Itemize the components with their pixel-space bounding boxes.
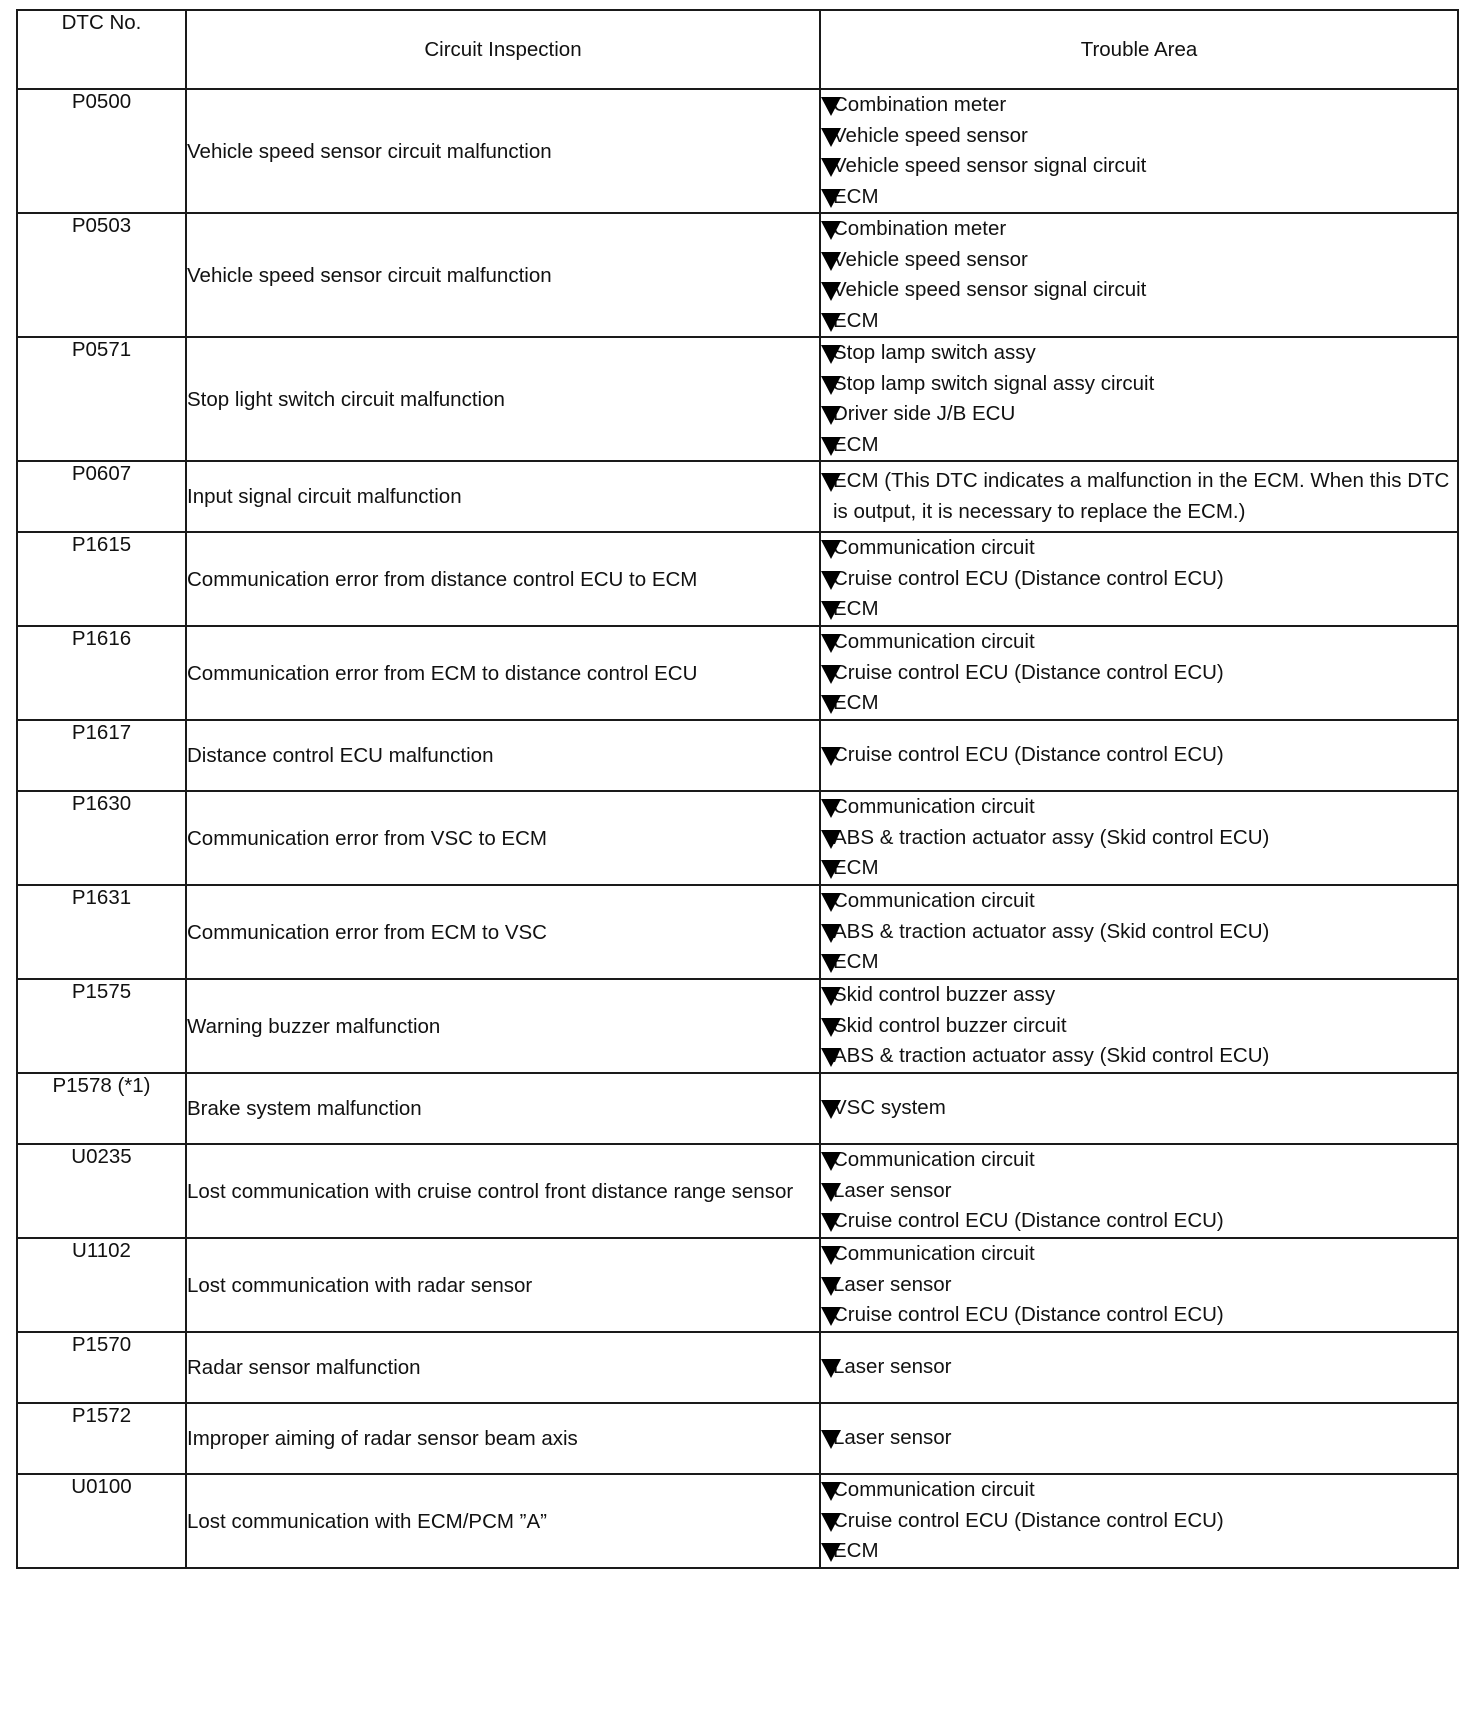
dtc-code: P0607 [17, 461, 186, 532]
trouble-area-text: ECM (This DTC indicates a malfunction in the ECM. When this DTC is output, it is necessary to replace the ECM.) [833, 469, 1450, 523]
trouble-area-text: Laser sensor [833, 1272, 952, 1296]
trouble-area [820, 532, 1458, 626]
circuit-inspection: Input signal circuit malfunction [186, 461, 820, 532]
down-triangle-icon [821, 665, 841, 684]
down-triangle-icon [821, 1018, 841, 1037]
dtc-code: P1575 [17, 979, 186, 1073]
table-body [17, 89, 1458, 1568]
trouble-area [820, 720, 1458, 791]
trouble-area [820, 1144, 1458, 1238]
trouble-area-text: Vehicle speed sensor signal circuit [833, 278, 1147, 301]
circuit-inspection: Communication error from ECM to VSC [186, 885, 820, 979]
table-row [17, 979, 1458, 1073]
table-row [17, 791, 1458, 885]
table-row [17, 1474, 1458, 1568]
trouble-area-text: Stop lamp switch signal assy circuit [833, 371, 1155, 395]
circuit-inspection: Radar sensor malfunction [186, 1332, 820, 1403]
trouble-area-text: Stop lamp switch assy [833, 341, 1036, 364]
trouble-area-item [821, 533, 1457, 564]
trouble-area-item [821, 399, 1457, 430]
trouble-area-item [821, 823, 1457, 854]
trouble-area-item [821, 90, 1457, 121]
down-triangle-icon [821, 1100, 841, 1119]
trouble-area-text: ECM [833, 432, 879, 456]
trouble-area [820, 979, 1458, 1073]
table-row [17, 1073, 1458, 1144]
circuit-inspection: Improper aiming of radar sensor beam axis [186, 1403, 820, 1474]
down-triangle-icon [821, 860, 841, 879]
down-triangle-icon [821, 695, 841, 714]
trouble-area-item [821, 1011, 1457, 1042]
trouble-area-item [821, 1536, 1457, 1567]
trouble-area [820, 1332, 1458, 1403]
trouble-area-text: ECM [833, 1539, 879, 1563]
trouble-area-text: Communication circuit [833, 889, 1035, 913]
dtc-table [16, 9, 1459, 1569]
trouble-area-item [821, 853, 1457, 884]
trouble-area-item [821, 182, 1457, 213]
trouble-area [820, 213, 1458, 337]
header-circuit-inspection: Circuit Inspection [186, 10, 820, 89]
trouble-area-text: Vehicle speed sensor [833, 123, 1028, 147]
dtc-code: P0571 [17, 337, 186, 461]
down-triangle-icon [821, 1152, 841, 1171]
trouble-area-text: Vehicle speed sensor signal circuit [833, 154, 1147, 177]
table-row [17, 626, 1458, 720]
trouble-area-text: Communication circuit [833, 536, 1035, 560]
trouble-area-item [821, 466, 1457, 527]
table-row [17, 532, 1458, 626]
down-triangle-icon [821, 1213, 841, 1232]
trouble-area-item [821, 740, 1457, 771]
circuit-inspection: Vehicle speed sensor circuit malfunction [186, 213, 820, 337]
trouble-area [820, 885, 1458, 979]
trouble-area-item [821, 627, 1457, 658]
trouble-area-text: ABS & traction actuator assy (Skid control ECU) [833, 919, 1270, 943]
trouble-area [820, 337, 1458, 461]
trouble-area-text: Combination meter [833, 217, 1007, 240]
trouble-area-item [821, 594, 1457, 625]
down-triangle-icon [821, 1359, 841, 1378]
down-triangle-icon [821, 1543, 841, 1562]
down-triangle-icon [821, 313, 841, 332]
circuit-inspection: Distance control ECU malfunction [186, 720, 820, 791]
trouble-area-text: ABS & traction actuator assy (Skid control ECU) [833, 825, 1270, 849]
down-triangle-icon [821, 1430, 841, 1449]
down-triangle-icon [821, 747, 841, 766]
trouble-area-text: Communication circuit [833, 630, 1035, 654]
down-triangle-icon [821, 1307, 841, 1326]
circuit-inspection: Lost communication with cruise control front distance range sensor [186, 1144, 820, 1238]
trouble-area [820, 1073, 1458, 1144]
trouble-area-item [821, 792, 1457, 823]
down-triangle-icon [821, 282, 841, 301]
trouble-area-item [821, 1506, 1457, 1537]
trouble-area-text: Cruise control ECU (Distance control ECU) [833, 660, 1224, 684]
trouble-area-item [821, 214, 1457, 245]
down-triangle-icon [821, 189, 841, 208]
table-row [17, 337, 1458, 461]
trouble-area [820, 1474, 1458, 1568]
trouble-area-text: ECM [833, 597, 879, 621]
trouble-area-text: Communication circuit [833, 1478, 1035, 1502]
trouble-area-item [821, 151, 1457, 182]
circuit-inspection: Communication error from VSC to ECM [186, 791, 820, 885]
trouble-area-item [821, 1041, 1457, 1072]
down-triangle-icon [821, 987, 841, 1006]
down-triangle-icon [821, 345, 841, 364]
trouble-area-text: Communication circuit [833, 795, 1035, 819]
trouble-area-item [821, 1475, 1457, 1506]
trouble-area-text: VSC system [833, 1096, 946, 1120]
trouble-area-text: ECM [833, 950, 879, 974]
trouble-area [820, 89, 1458, 213]
trouble-area-text: Driver side J/B ECU [833, 402, 1016, 425]
down-triangle-icon [821, 893, 841, 912]
circuit-inspection: Communication error from distance control ECU to ECM [186, 532, 820, 626]
trouble-area-item [821, 369, 1457, 400]
table-row [17, 1238, 1458, 1332]
circuit-inspection: Stop light switch circuit malfunction [186, 337, 820, 461]
dtc-code: P0500 [17, 89, 186, 213]
trouble-area-text: Cruise control ECU (Distance control ECU) [833, 1508, 1224, 1532]
trouble-area [820, 626, 1458, 720]
trouble-area-text: Laser sensor [833, 1355, 952, 1379]
trouble-area-item [821, 886, 1457, 917]
trouble-area-item [821, 245, 1457, 276]
trouble-area-text: Skid control buzzer assy [833, 983, 1056, 1007]
dtc-code: P0503 [17, 213, 186, 337]
trouble-area-item [821, 306, 1457, 337]
dtc-code: P1617 [17, 720, 186, 791]
trouble-area-text: Cruise control ECU (Distance control ECU) [833, 566, 1224, 590]
trouble-area-item [821, 121, 1457, 152]
header-dtc-no: DTC No. [17, 10, 186, 89]
trouble-area-item [821, 1145, 1457, 1176]
table-row [17, 89, 1458, 213]
dtc-code: P1615 [17, 532, 186, 626]
down-triangle-icon [821, 1048, 841, 1067]
trouble-area-text: Vehicle speed sensor [833, 247, 1028, 271]
down-triangle-icon [821, 376, 841, 395]
down-triangle-icon [821, 571, 841, 590]
trouble-area-text: ECM [833, 184, 879, 208]
trouble-area-text: Communication circuit [833, 1148, 1035, 1172]
dtc-code: P1616 [17, 626, 186, 720]
dtc-code: P1572 [17, 1403, 186, 1474]
down-triangle-icon [821, 1513, 841, 1532]
trouble-area-text: Cruise control ECU (Distance control ECU) [833, 743, 1224, 767]
table-row [17, 461, 1458, 532]
trouble-area-item [821, 564, 1457, 595]
trouble-area-text: Communication circuit [833, 1242, 1035, 1266]
table-row [17, 720, 1458, 791]
down-triangle-icon [821, 252, 841, 271]
trouble-area-item [821, 338, 1457, 369]
dtc-code: U0100 [17, 1474, 186, 1568]
circuit-inspection: Lost communication with ECM/PCM ”A” [186, 1474, 820, 1568]
trouble-area-text: Laser sensor [833, 1178, 952, 1202]
trouble-area-text: ECM [833, 308, 879, 332]
trouble-area-item [821, 947, 1457, 978]
down-triangle-icon [821, 1183, 841, 1202]
dtc-code: P1578 (*1) [17, 1073, 186, 1144]
trouble-area-item [821, 430, 1457, 461]
down-triangle-icon [821, 128, 841, 147]
dtc-code: U1102 [17, 1238, 186, 1332]
table-row [17, 1332, 1458, 1403]
down-triangle-icon [821, 799, 841, 818]
table-row [17, 213, 1458, 337]
dtc-code: P1630 [17, 791, 186, 885]
dtc-code: P1570 [17, 1332, 186, 1403]
circuit-inspection: Warning buzzer malfunction [186, 979, 820, 1073]
dtc-code: P1631 [17, 885, 186, 979]
trouble-area-item [821, 1352, 1457, 1383]
down-triangle-icon [821, 954, 841, 973]
down-triangle-icon [821, 601, 841, 620]
table-row [17, 885, 1458, 979]
trouble-area-text: ECM [833, 856, 879, 880]
down-triangle-icon [821, 540, 841, 559]
down-triangle-icon [821, 158, 841, 177]
table-row [17, 1144, 1458, 1238]
down-triangle-icon [821, 473, 841, 492]
trouble-area-item [821, 1270, 1457, 1301]
header-trouble-area: Trouble Area [820, 10, 1458, 89]
trouble-area-item [821, 1239, 1457, 1270]
down-triangle-icon [821, 830, 841, 849]
trouble-area-text: ABS & traction actuator assy (Skid control ECU) [833, 1044, 1270, 1068]
trouble-area-text: Cruise control ECU (Distance control ECU) [833, 1303, 1224, 1327]
trouble-area-item [821, 1176, 1457, 1207]
trouble-area-item [821, 1423, 1457, 1454]
circuit-inspection: Brake system malfunction [186, 1073, 820, 1144]
down-triangle-icon [821, 924, 841, 943]
trouble-area [820, 791, 1458, 885]
trouble-area-item [821, 1093, 1457, 1124]
circuit-inspection: Lost communication with radar sensor [186, 1238, 820, 1332]
down-triangle-icon [821, 97, 841, 116]
trouble-area-text: Combination meter [833, 93, 1007, 116]
trouble-area-text: Laser sensor [833, 1426, 952, 1450]
trouble-area-item [821, 917, 1457, 948]
down-triangle-icon [821, 221, 841, 240]
table-header-row [17, 10, 1458, 89]
trouble-area-text: ECM [833, 691, 879, 715]
trouble-area-item [821, 688, 1457, 719]
trouble-area-item [821, 1300, 1457, 1331]
trouble-area [820, 1238, 1458, 1332]
down-triangle-icon [821, 1277, 841, 1296]
circuit-inspection: Vehicle speed sensor circuit malfunction [186, 89, 820, 213]
trouble-area-item [821, 1206, 1457, 1237]
trouble-area-item [821, 980, 1457, 1011]
trouble-area-text: Skid control buzzer circuit [833, 1013, 1067, 1037]
down-triangle-icon [821, 1246, 841, 1265]
down-triangle-icon [821, 437, 841, 456]
trouble-area-text: Cruise control ECU (Distance control ECU) [833, 1209, 1224, 1233]
circuit-inspection: Communication error from ECM to distance control ECU [186, 626, 820, 720]
down-triangle-icon [821, 634, 841, 653]
trouble-area [820, 461, 1458, 532]
down-triangle-icon [821, 1482, 841, 1501]
trouble-area-item [821, 275, 1457, 306]
trouble-area-item [821, 658, 1457, 689]
trouble-area [820, 1403, 1458, 1474]
table-row [17, 1403, 1458, 1474]
down-triangle-icon [821, 406, 841, 425]
dtc-code: U0235 [17, 1144, 186, 1238]
